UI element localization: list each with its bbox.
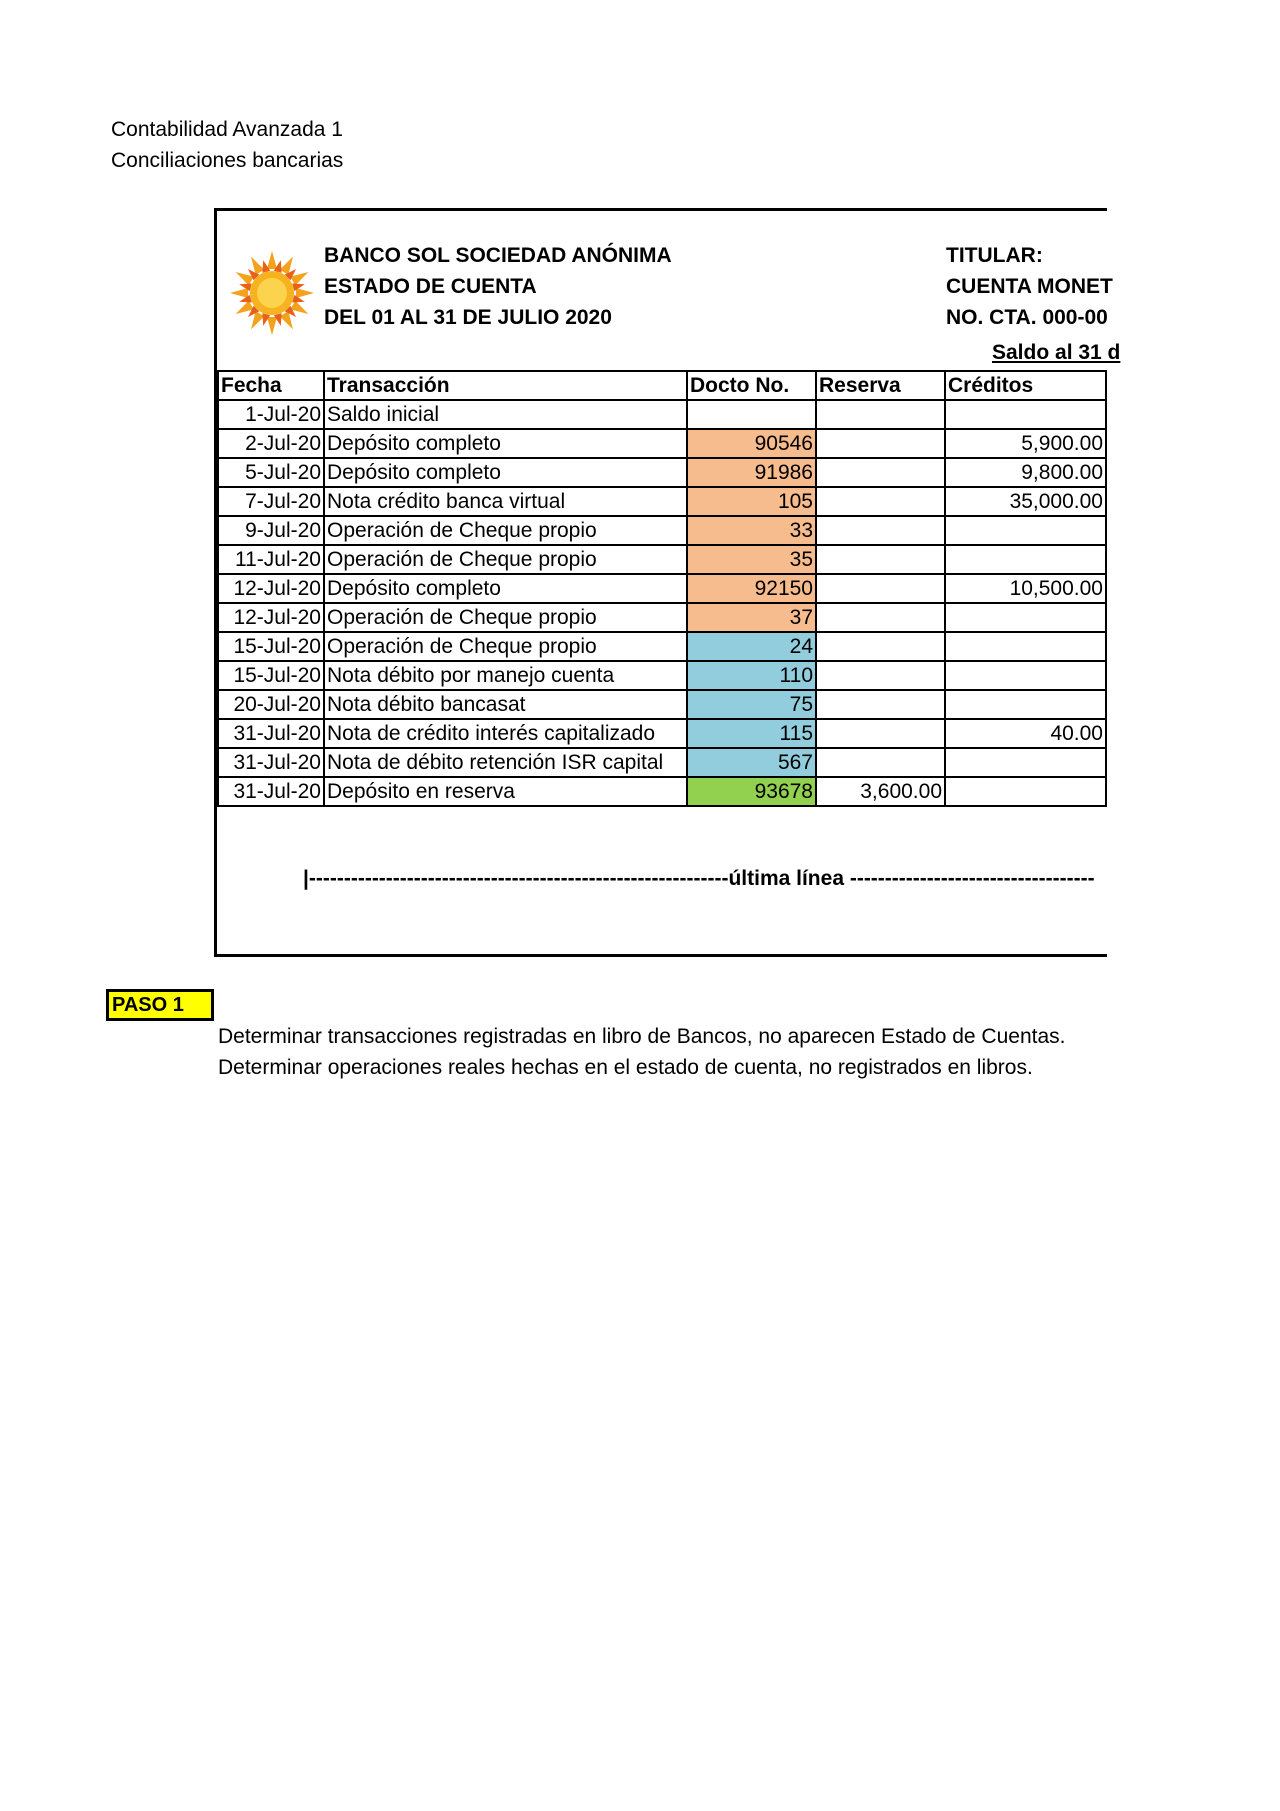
cell-reserva <box>816 400 945 429</box>
table-row <box>218 777 1106 806</box>
table-row <box>218 458 1106 487</box>
cell-fecha: 11-Jul-20 <box>218 545 324 574</box>
table-row <box>218 487 1106 516</box>
header-reserva: Reserva <box>816 371 945 400</box>
cell-fecha: 12-Jul-20 <box>218 603 324 632</box>
instruction-line-1: Determinar transacciones registradas en libro de Bancos, no aparecen Estado de Cuentas. <box>218 1025 1066 1048</box>
cell-creditos <box>945 690 1106 719</box>
last-line-marker: |------------------------------------------------------------última línea ----------------------------------- <box>303 867 1095 890</box>
cell-docto: 90546 <box>687 429 816 458</box>
header-docto: Docto No. <box>687 371 816 400</box>
cell-docto: 35 <box>687 545 816 574</box>
cell-creditos <box>945 777 1106 806</box>
cell-fecha: 31-Jul-20 <box>218 719 324 748</box>
cell-creditos <box>945 516 1106 545</box>
cell-creditos <box>945 632 1106 661</box>
cell-reserva <box>816 516 945 545</box>
bank-name: BANCO SOL SOCIEDAD ANÓNIMA <box>324 244 672 267</box>
statement-title: ESTADO DE CUENTA <box>324 275 537 298</box>
cell-creditos: 5,900.00 <box>945 429 1106 458</box>
cell-transaccion: Nota crédito banca virtual <box>324 487 687 516</box>
cell-reserva <box>816 545 945 574</box>
cell-fecha: 15-Jul-20 <box>218 661 324 690</box>
table-row <box>218 719 1106 748</box>
account-type: CUENTA MONET <box>946 275 1113 298</box>
cell-reserva <box>816 632 945 661</box>
cell-docto: 115 <box>687 719 816 748</box>
cell-reserva <box>816 603 945 632</box>
cell-docto: 110 <box>687 661 816 690</box>
cell-fecha: 2-Jul-20 <box>218 429 324 458</box>
account-number: NO. CTA. 000-00 <box>946 306 1108 329</box>
cell-docto: 75 <box>687 690 816 719</box>
transactions-table <box>217 370 1107 807</box>
cell-docto: 37 <box>687 603 816 632</box>
cell-reserva: 3,600.00 <box>816 777 945 806</box>
cell-reserva <box>816 487 945 516</box>
table-row <box>218 429 1106 458</box>
instruction-line-2: Determinar operaciones reales hechas en el estado de cuenta, no registrados en libros. <box>218 1056 1033 1079</box>
cell-creditos <box>945 748 1106 777</box>
cell-creditos <box>945 603 1106 632</box>
cell-creditos: 35,000.00 <box>945 487 1106 516</box>
cell-transaccion: Operación de Cheque propio <box>324 545 687 574</box>
cell-transaccion: Nota débito bancasat <box>324 690 687 719</box>
course-title: Contabilidad Avanzada 1 <box>111 118 343 141</box>
cell-transaccion: Saldo inicial <box>324 400 687 429</box>
cell-creditos <box>945 661 1106 690</box>
header-transaccion: Transacción <box>324 371 687 400</box>
table-row <box>218 574 1106 603</box>
cell-fecha: 15-Jul-20 <box>218 632 324 661</box>
cell-fecha: 31-Jul-20 <box>218 748 324 777</box>
table-row <box>218 545 1106 574</box>
cell-transaccion: Depósito completo <box>324 458 687 487</box>
table-row <box>218 748 1106 777</box>
cell-reserva <box>816 574 945 603</box>
cell-reserva <box>816 458 945 487</box>
cell-transaccion: Operación de Cheque propio <box>324 603 687 632</box>
table-header-row <box>218 371 1106 400</box>
cell-docto: 105 <box>687 487 816 516</box>
cell-transaccion: Depósito completo <box>324 429 687 458</box>
cell-docto: 567 <box>687 748 816 777</box>
cell-creditos: 9,800.00 <box>945 458 1106 487</box>
cell-reserva <box>816 429 945 458</box>
saldo-label: Saldo al 31 d <box>992 341 1121 364</box>
sun-logo-icon <box>227 248 317 338</box>
cell-transaccion: Operación de Cheque propio <box>324 632 687 661</box>
cell-fecha: 9-Jul-20 <box>218 516 324 545</box>
cell-fecha: 1-Jul-20 <box>218 400 324 429</box>
cell-creditos: 40.00 <box>945 719 1106 748</box>
cell-creditos <box>945 545 1106 574</box>
table-row <box>218 661 1106 690</box>
titular-label: TITULAR: <box>946 244 1043 267</box>
cell-reserva <box>816 719 945 748</box>
cell-fecha: 12-Jul-20 <box>218 574 324 603</box>
cell-transaccion: Nota de crédito interés capitalizado <box>324 719 687 748</box>
cell-creditos <box>945 400 1106 429</box>
cell-fecha: 5-Jul-20 <box>218 458 324 487</box>
cell-transaccion: Depósito completo <box>324 574 687 603</box>
paso-1-label: PASO 1 <box>106 989 214 1021</box>
cell-docto: 93678 <box>687 777 816 806</box>
statement-period: DEL 01 AL 31 DE JULIO 2020 <box>324 306 612 329</box>
cell-transaccion: Nota débito por manejo cuenta <box>324 661 687 690</box>
bank-statement <box>214 208 1121 957</box>
table-row <box>218 516 1106 545</box>
cell-transaccion: Operación de Cheque propio <box>324 516 687 545</box>
course-subtitle: Conciliaciones bancarias <box>111 149 344 172</box>
cell-creditos: 10,500.00 <box>945 574 1106 603</box>
cell-docto: 33 <box>687 516 816 545</box>
table-row <box>218 690 1106 719</box>
cell-docto: 92150 <box>687 574 816 603</box>
cell-reserva <box>816 661 945 690</box>
table-row <box>218 603 1106 632</box>
cell-docto <box>687 400 816 429</box>
cell-fecha: 31-Jul-20 <box>218 777 324 806</box>
cell-fecha: 7-Jul-20 <box>218 487 324 516</box>
table-row <box>218 632 1106 661</box>
cell-reserva <box>816 748 945 777</box>
cell-transaccion: Nota de débito retención ISR capital <box>324 748 687 777</box>
header-creditos: Créditos <box>945 371 1106 400</box>
table-row <box>218 400 1106 429</box>
header-fecha: Fecha <box>218 371 324 400</box>
cell-fecha: 20-Jul-20 <box>218 690 324 719</box>
cell-reserva <box>816 690 945 719</box>
cell-docto: 24 <box>687 632 816 661</box>
cell-transaccion: Depósito en reserva <box>324 777 687 806</box>
cell-docto: 91986 <box>687 458 816 487</box>
